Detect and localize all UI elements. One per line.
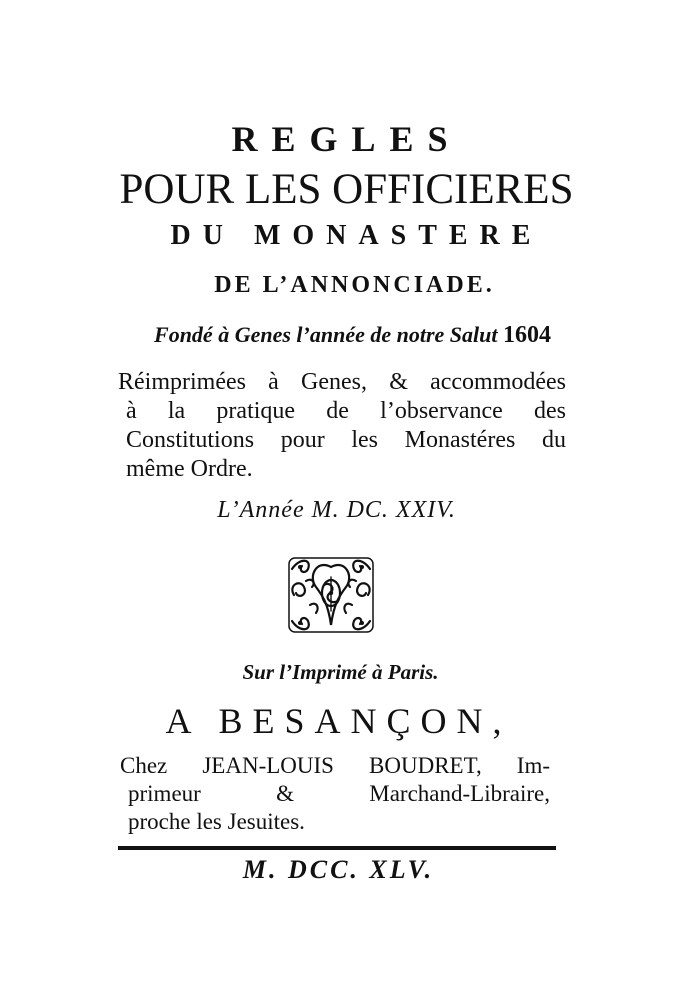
city-line: A BESANÇON, bbox=[165, 701, 512, 741]
floral-monogram-ornament-icon bbox=[286, 555, 376, 635]
reprint-line: même Ordre. bbox=[126, 456, 253, 482]
title-regles: REGLES bbox=[231, 119, 462, 159]
year-line: L’Année M. DC. XXIV. bbox=[217, 497, 456, 523]
imprint-block bbox=[120, 752, 550, 836]
reprint-line: Constitutions pour les Monastéres du bbox=[126, 427, 566, 453]
divider-rule bbox=[118, 845, 556, 851]
founded-text: Fondé à Genes l’année de notre Salut bbox=[154, 322, 498, 347]
publication-date: M. DCC. XLV. bbox=[242, 855, 435, 884]
founded-line bbox=[6, 322, 693, 349]
imprint-line: proche les Jesuites. bbox=[128, 809, 305, 834]
reprint-line: Réimprimées à Genes, & accommodées bbox=[118, 369, 566, 395]
title-du-monastere: DU MONASTERE bbox=[170, 220, 543, 251]
imprint-line: primeur & Marchand-Libraire, bbox=[128, 781, 550, 806]
title-annonciade: DE L’ANNONCIADE. bbox=[214, 272, 495, 298]
source-line: Sur l’Imprimé à Paris. bbox=[242, 660, 439, 684]
title-pour-les-officieres: POUR LES OFFICIERES bbox=[119, 166, 574, 213]
reprint-line: à la pratique de l’observance des bbox=[126, 398, 566, 424]
reprint-paragraph bbox=[118, 368, 566, 484]
imprint-line: Chez JEAN-LOUIS BOUDRET, Im- bbox=[120, 753, 550, 778]
founded-year: 1604 bbox=[502, 322, 551, 348]
